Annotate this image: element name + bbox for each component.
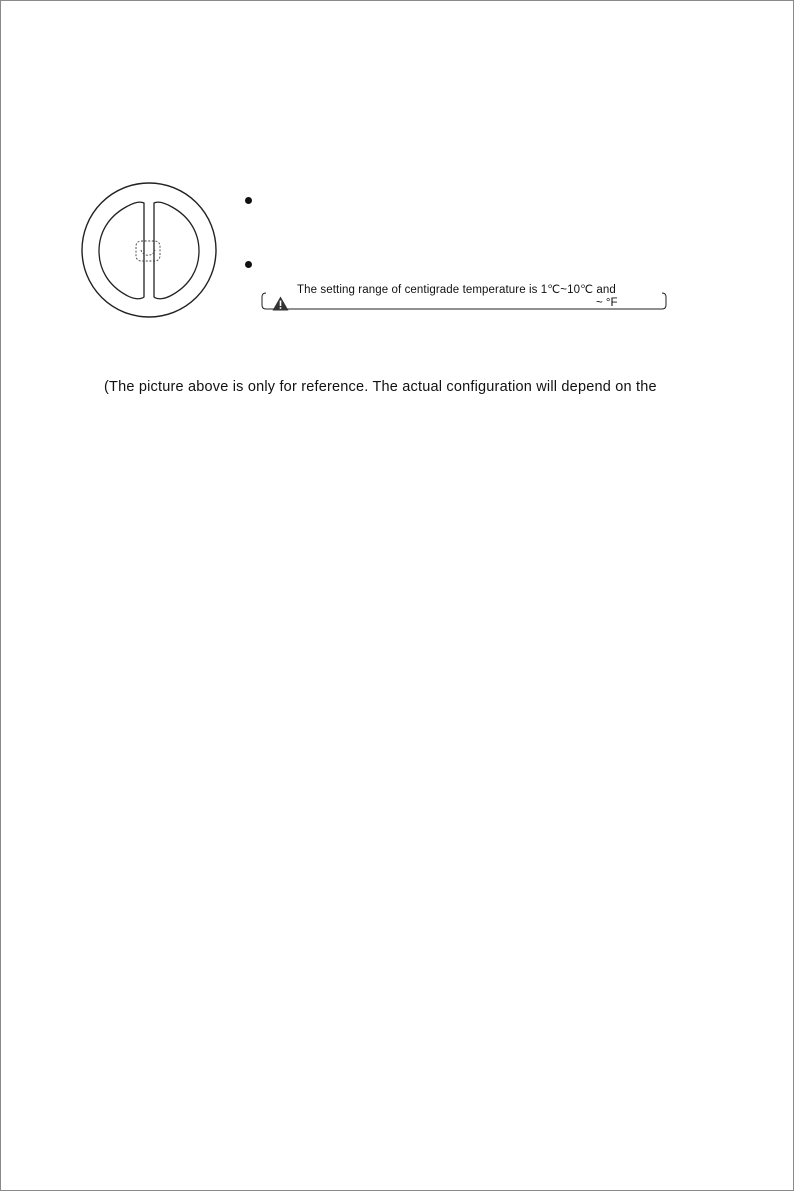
warning-note [259,284,669,310]
reference-caption: (The picture above is only for reference. The actual configuration will depend on the [104,379,657,395]
warning-text: The setting range of centigrade temperature is 1℃~10℃ and [297,284,616,296]
bullet-dot-icon [245,197,252,204]
warning-triangle-icon [272,296,289,311]
knob-dial-diagram-icon [78,179,220,321]
fahrenheit-range-fragment: ~ °F [596,297,618,309]
dial-center-marker [136,241,160,261]
dial-right-lobe [154,202,199,299]
dial-left-lobe [99,202,144,299]
bullet-dot-icon [245,261,252,268]
dial-outer-ring [82,183,216,317]
